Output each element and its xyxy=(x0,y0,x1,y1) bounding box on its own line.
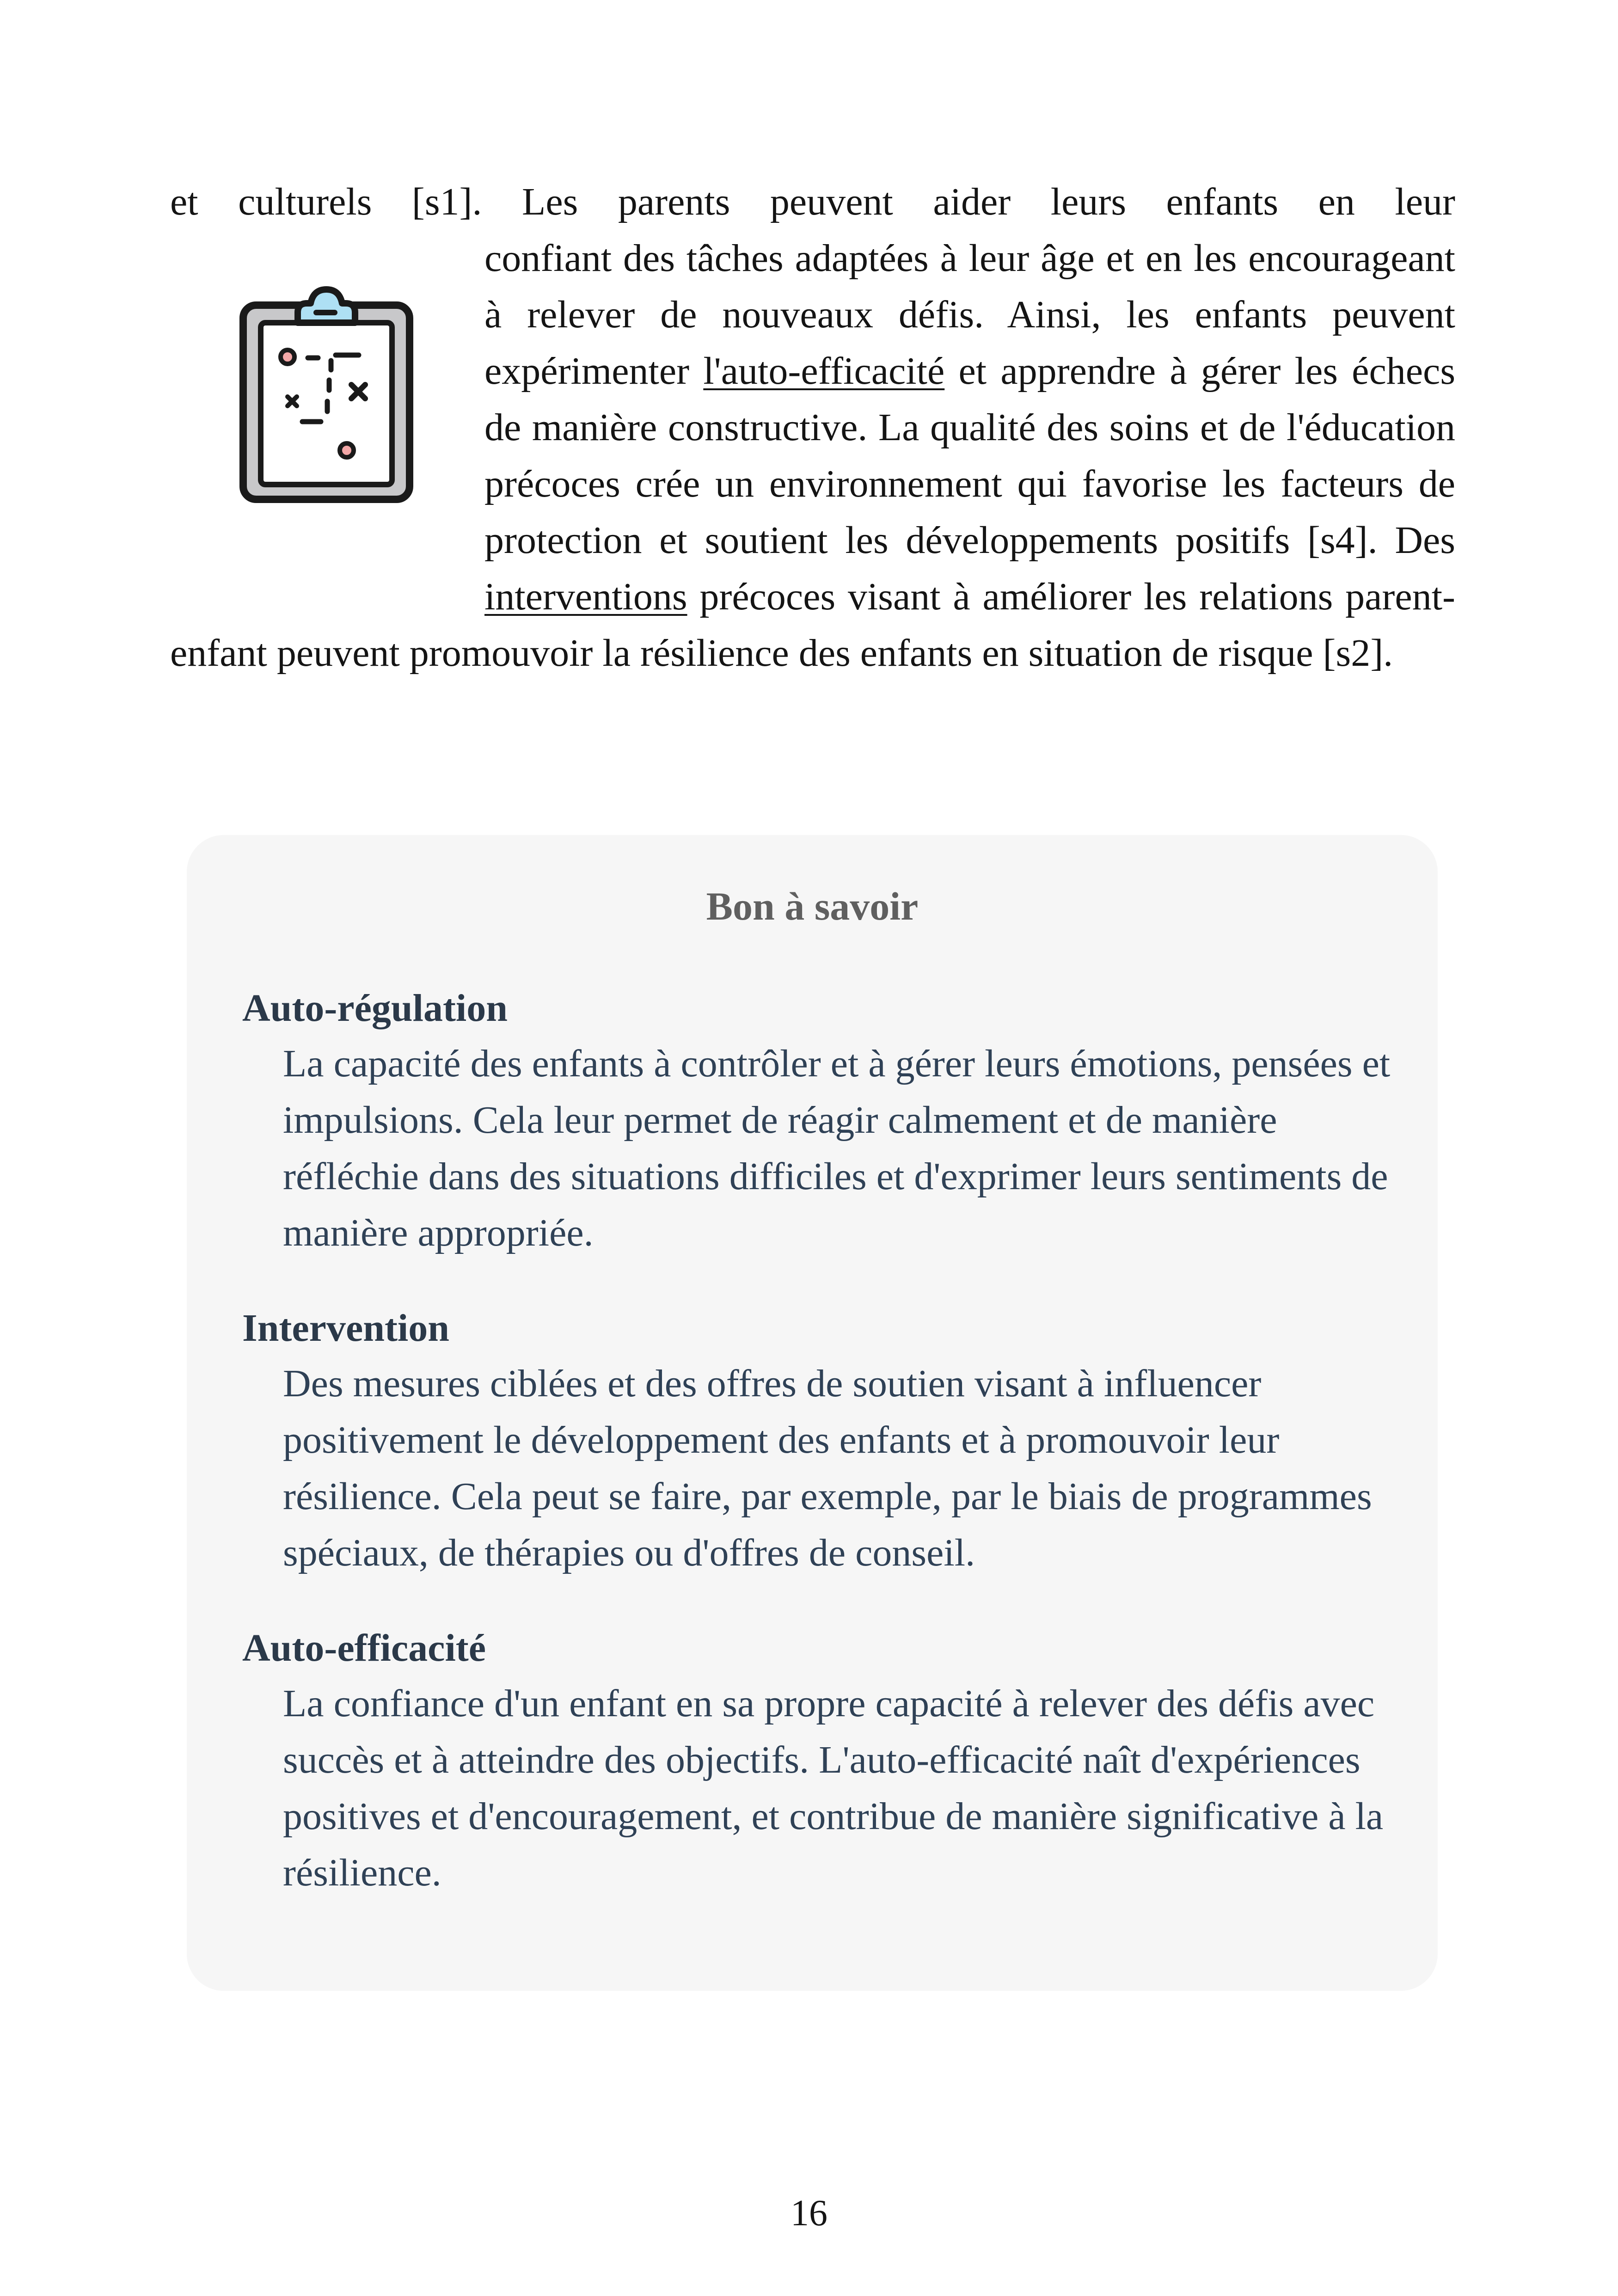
glossary-term: Auto-efficacité xyxy=(242,1627,486,1670)
info-box xyxy=(187,835,1438,1991)
link-auto-efficacite[interactable]: l'auto-efficacité xyxy=(703,350,945,393)
glossary-definition: La confiance d'un enfant en sa propre capacité à relever des défis avec succès et à atteindre des objectifs. L'auto-efficacité naît d'expériences positives et d'encouragement, et contribue de manière significative à la résilience. xyxy=(283,1682,1384,1894)
glossary-definition: Des mesures ciblées et des offres de soutien visant à influencer positivement le développement des enfants et à promouvoir leur résilience. Cela peut se faire, par exemple, par le biais de programmes spéciaux, de thérapies ou d'offres de conseil. xyxy=(283,1362,1372,1574)
body-first-line: et culturels [s1]. Les parents peuvent aider leurs enfants en leur xyxy=(170,180,1455,223)
glossary-term: Intervention xyxy=(242,1307,449,1350)
clipboard-strategy-icon xyxy=(170,230,484,570)
glossary-definition: La capacité des enfants à contrôler et à gérer leurs émotions, pensées et impulsions. Cela leur permet de réagir calmement et de manière réfléchie dans des situations difficiles et d'exprimer leurs sentiments de manière appropriée. xyxy=(283,1042,1391,1254)
page-number: 16 xyxy=(791,2193,827,2234)
glossary-entry xyxy=(242,1623,1398,1901)
glossary-entry xyxy=(242,1303,1398,1581)
body-text-part-2: et apprendre à gérer les échecs de manière constructive. La qualité des soins et de l'éducation précoces crée un environnement qui favorise les facteurs de protection et soutient les développements positifs [s4]. Des xyxy=(484,350,1456,562)
body-paragraph xyxy=(170,174,1455,681)
glossary-entry xyxy=(242,983,1398,1261)
info-box-title: Bon à savoir xyxy=(706,884,919,928)
glossary-term: Auto-régulation xyxy=(242,987,508,1030)
body-text-part-1: confiant des tâches adaptées à leur âge et en les encourageant à relever de nouveaux défis. Ainsi, les enfants peuvent expérimenter xyxy=(484,237,1455,393)
link-interventions[interactable]: interventions xyxy=(484,575,687,618)
body-text-part-3: précoces visant à améliorer les relations parent-enfant peuvent promouvoir la résilience des enfants en situation de risque [s2]. xyxy=(170,575,1455,675)
